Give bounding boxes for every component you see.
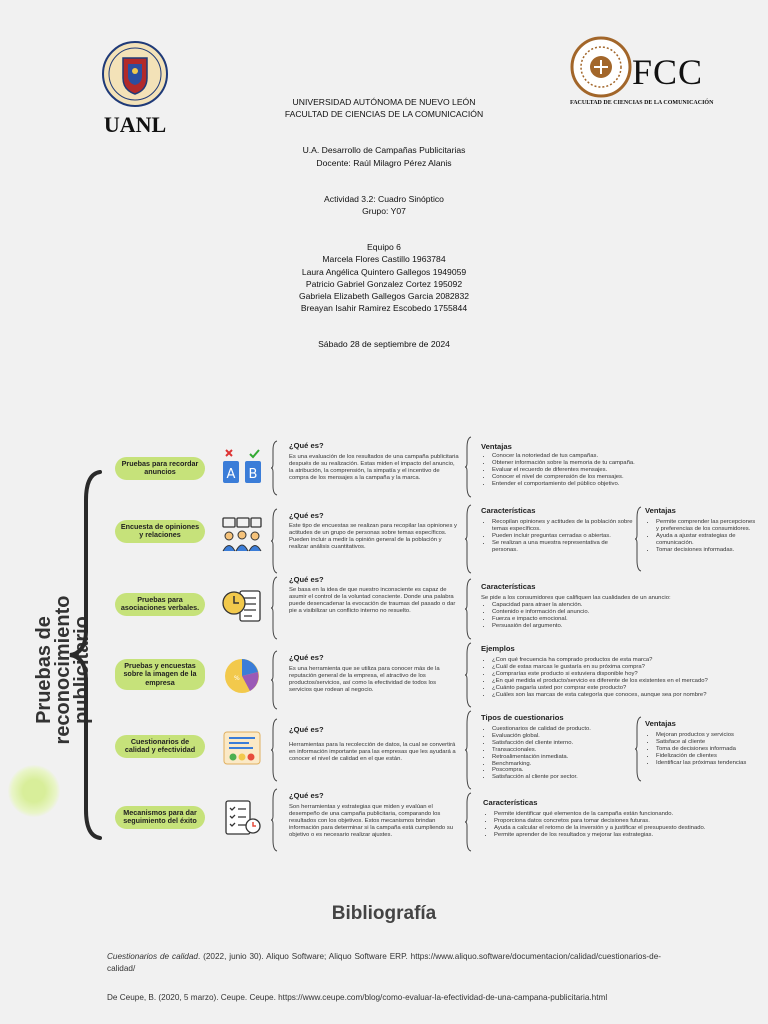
- fcc-logo-subtitle: FACULTAD DE CIENCIAS DE LA COMUNICACIÓN: [570, 100, 714, 106]
- bullet-list: [647, 732, 759, 767]
- activity-name: Actividad 3.2: Cuadro Sinóptico: [324, 193, 444, 204]
- brace: [464, 436, 472, 498]
- bibliography-entry-rest: . (2022, junio 30). Aliquo Software; Aliquo Software ERP. https://www.aliquo.software/documentacion/calidad/cuestionarios-de-calidad/: [107, 952, 661, 973]
- faculty-name: FACULTAD DE CIENCIAS DE LA COMUNICACIÓN: [284, 109, 484, 120]
- list-item: • Obtener información sobre la memoria de tu campaña.: [492, 460, 683, 467]
- list-item: • ¿Cuál de estas marcas le gustaría en su próxima compra?: [492, 664, 758, 671]
- list-item: • Persuasión del argumento.: [492, 623, 683, 630]
- bibliography-entry: [107, 951, 661, 975]
- member: Patricio Gabriel Gonzalez Cortez 195092: [305, 278, 463, 289]
- list-item: • Satisfacción al cliente por sector.: [492, 774, 628, 781]
- bibliography-entry: De Ceupe, B. (2020, 5 marzo). Ceupe. Ceupe. https://www.ceupe.com/blog/como-evaluar-la-efectividad-de-una-campana-publicitaria.html: [107, 993, 608, 1002]
- list-item: • Contenido e información del anuncio.: [492, 609, 683, 616]
- q-text: Es una evaluación de los resultados de una campaña publicitaria después de su realización. Estas miden el impacto del anuncio, la atribución, la comprensión, la simpatía y el incentivo de compra de los mensajes a la campaña y la marca.: [289, 454, 459, 482]
- brace: [634, 506, 642, 572]
- section-title: Características: [483, 798, 538, 807]
- list-item: • Capacidad para atraer la atención.: [492, 602, 683, 609]
- q-text: Se basa en la idea de que nuestro inconsciente es capaz de asumir el control de la voluntad consciente. Donde una palabra puede desencadenar la evocación de traumas del pasado o dar pie a visibilizar un conflicto interno no resuelto.: [289, 587, 456, 615]
- q-text: Herramientas para la recolección de datos, la cual se convertirá en información importante para las empresas que les ayudará a conocer el nivel de calidad en el que están.: [289, 742, 456, 763]
- brace: [634, 716, 642, 782]
- row-label: Pruebas para asociaciones verbales.: [115, 593, 205, 616]
- diagram-main-title: Pruebas de reconocimiento publicitario: [33, 595, 93, 745]
- bullet-list: [485, 811, 760, 839]
- university-name: UNIVERSIDAD AUTÓNOMA DE NUEVO LEÓN: [292, 97, 476, 107]
- brace: [270, 508, 278, 574]
- row-label: Encuesta de opiniones y relaciones: [115, 520, 205, 543]
- list-item: • Fidelización de clientes: [656, 753, 759, 760]
- row-label: Pruebas para recordar anuncios: [115, 457, 205, 480]
- clock-checklist-icon: [220, 585, 264, 625]
- list-item: • Pueden incluir preguntas cerradas o abiertas.: [492, 533, 633, 540]
- q-title: ¿Qué es?: [289, 575, 324, 584]
- list-item: • Ayuda a ajustar estrategias de comunicación.: [656, 533, 759, 547]
- member: Laura Angélica Quintero Gallegos 1949059: [301, 266, 467, 277]
- brace: [464, 710, 472, 790]
- uanl-logo: [95, 40, 175, 145]
- list-item: • Permite identificar qué elementos de la campaña están funcionando.: [494, 811, 760, 818]
- list-item: • Permite aprender de los resultados y mejorar las estrategias.: [494, 832, 760, 839]
- q-title: ¿Qué es?: [289, 791, 324, 800]
- list-item: • Conocer la notoriedad de tus campañas.: [492, 453, 683, 460]
- q-text: Es una herramienta que se utiliza para conocer más de la reputación general de la empresa, el atractivo de los productos/servicios, así como la efectividad de todos los servicios que rodean al negocio.: [289, 666, 440, 694]
- list-item: • Recopilan opiniones y actitudes de la población sobre temas específicos.: [492, 519, 633, 533]
- cover-info: [180, 96, 588, 350]
- list-item: • ¿Cuáles son las marcas de esta categoría que conoces, aunque sea por nombre?: [492, 692, 758, 699]
- list-item: • Identificar las próximas tendencias: [656, 760, 759, 767]
- row-label: Pruebas y encuestas sobre la imagen de la empresa: [115, 659, 205, 690]
- section-title: Ejemplos: [481, 644, 515, 653]
- list-item: • Retroalimentación inmediata.: [492, 754, 628, 761]
- fcc-logo: [568, 36, 728, 111]
- list-item: • Permite comprender las percepciones y preferencias de los consumidores.: [656, 519, 759, 533]
- q-title: ¿Qué es?: [289, 511, 324, 520]
- brace: [270, 440, 278, 496]
- list-item: • Evaluación global.: [492, 733, 628, 740]
- checklist-report-icon: [220, 798, 264, 838]
- bibliography-entry-title: Cuestionarios de calidad: [107, 952, 198, 961]
- bullet-list: [483, 519, 633, 554]
- ab-test-icon: [220, 448, 264, 488]
- list-item: • Entender el comportamiento del público objetivo.: [492, 481, 683, 488]
- row-label: Mecanismos para dar seguimiento del éxito: [115, 806, 205, 829]
- bullet-list: [483, 602, 683, 630]
- section-title: Características: [481, 506, 536, 515]
- bullet-list: [647, 519, 759, 554]
- bullet-list: [483, 657, 758, 698]
- list-item: • Conocer el nivel de comprensión de los mensajes.: [492, 474, 683, 481]
- date: Sábado 28 de septiembre de 2024: [318, 339, 450, 350]
- section-title: Ventajas: [645, 506, 676, 515]
- section-title: Ventajas: [645, 719, 676, 728]
- member: Gabriela Elizabeth Gallegos Garcia 2082832: [298, 290, 470, 301]
- brace: [270, 576, 278, 640]
- list-item: • ¿Con qué frecuencia ha comprado productos de esta marca?: [492, 657, 758, 664]
- row-label: Cuestionarios de calidad y efectividad: [115, 735, 205, 758]
- bullet-list: [483, 726, 628, 781]
- list-item: • Transaccionales.: [492, 747, 628, 754]
- brace: [270, 650, 278, 710]
- brace: [464, 578, 472, 640]
- list-item: • Satisface al cliente: [656, 739, 759, 746]
- list-item: • ¿Comprarías este producto si estuviera disponible hoy?: [492, 671, 758, 678]
- list-item: • Cuestionarios de calidad de producto.: [492, 726, 628, 733]
- member: Breayan Isahir Ramirez Escobedo 1755844: [300, 303, 468, 314]
- list-item: • Evaluar el recuerdo de diferentes mensajes.: [492, 467, 683, 474]
- list-item: • Toma de decisiones informada: [656, 746, 759, 753]
- group-name: Grupo: Y07: [362, 205, 406, 216]
- fcc-seal-icon: [570, 36, 632, 98]
- brace: [270, 788, 278, 852]
- list-item: • Benchmarking.: [492, 761, 628, 768]
- q-title: ¿Qué es?: [289, 441, 324, 450]
- svg-text:B: B: [248, 467, 258, 482]
- section-title: Ventajas: [481, 442, 512, 451]
- list-item: • Proporciona datos concretos para tomar decisiones futuras.: [494, 818, 760, 825]
- uanl-logo-text: UANL: [103, 112, 167, 137]
- list-item: • Satisfacción del cliente interno.: [492, 740, 628, 747]
- pie-chart-icon: [220, 656, 264, 696]
- list-item: • Se realizan a una muestra representativa de personas.: [492, 540, 633, 554]
- course-name: U.A. Desarrollo de Campañas Publicitarias: [302, 145, 466, 156]
- svg-text:%: %: [234, 675, 240, 682]
- section-intro: Se pide a los consumidores que califiquen las cualidades de un anuncio:: [481, 595, 671, 601]
- member: Marcela Flores Castillo 1963784: [322, 254, 446, 265]
- brace: [270, 718, 278, 782]
- list-item: • Mejoran productos y servicios: [656, 732, 759, 739]
- brace: [464, 642, 472, 708]
- list-item: • Poscompra.: [492, 767, 628, 774]
- survey-group-icon: [220, 515, 264, 555]
- fcc-logo-text: FCC: [632, 52, 704, 92]
- list-item: • ¿Cuánto pagaría usted por comprar este producto?: [492, 685, 758, 692]
- bullet-list: [483, 453, 683, 488]
- list-item: • Fuerza e impacto emocional.: [492, 616, 683, 623]
- section-title: Tipos de cuestionarios: [481, 713, 564, 722]
- main-brace: [64, 470, 104, 840]
- feedback-form-icon: [220, 728, 264, 768]
- svg-text:A: A: [226, 467, 236, 482]
- list-item: • Ayuda a calcular el retorno de la inversión y a justificar el presupuesto destinado.: [494, 825, 760, 832]
- list-item: • Tomar decisiones informadas.: [656, 547, 759, 554]
- section-title: Características: [481, 582, 536, 591]
- list-item: • ¿En qué medida el producto/servicio es diferente de los existentes en el mercado?: [492, 678, 758, 685]
- q-title: ¿Qué es?: [289, 653, 324, 662]
- q-title: ¿Qué es?: [289, 725, 324, 734]
- brace: [464, 504, 472, 574]
- q-text: Este tipo de encuestas se realizan para recopilar las opiniones y actitudes de un grupo de personas sobre temas específicos. Pueden incluir a medir la opinión general de la población y realizar análisis cuantitativos.: [289, 523, 457, 551]
- bibliography-title: Bibliografía: [331, 903, 437, 924]
- teacher-name: Docente: Raúl Milagro Pérez Alanis: [316, 157, 452, 168]
- q-text: Son herramientas y estrategias que miden y evalúan el desempeño de una campaña publicitaria, comparando los resultados con los objetivos. Estos mecanismos brindan información para determinar si la campaña está cumpliendo su objetivo o es necesario realizar ajustes.: [289, 804, 454, 839]
- team-name: Equipo 6: [367, 242, 401, 253]
- brace: [464, 792, 472, 852]
